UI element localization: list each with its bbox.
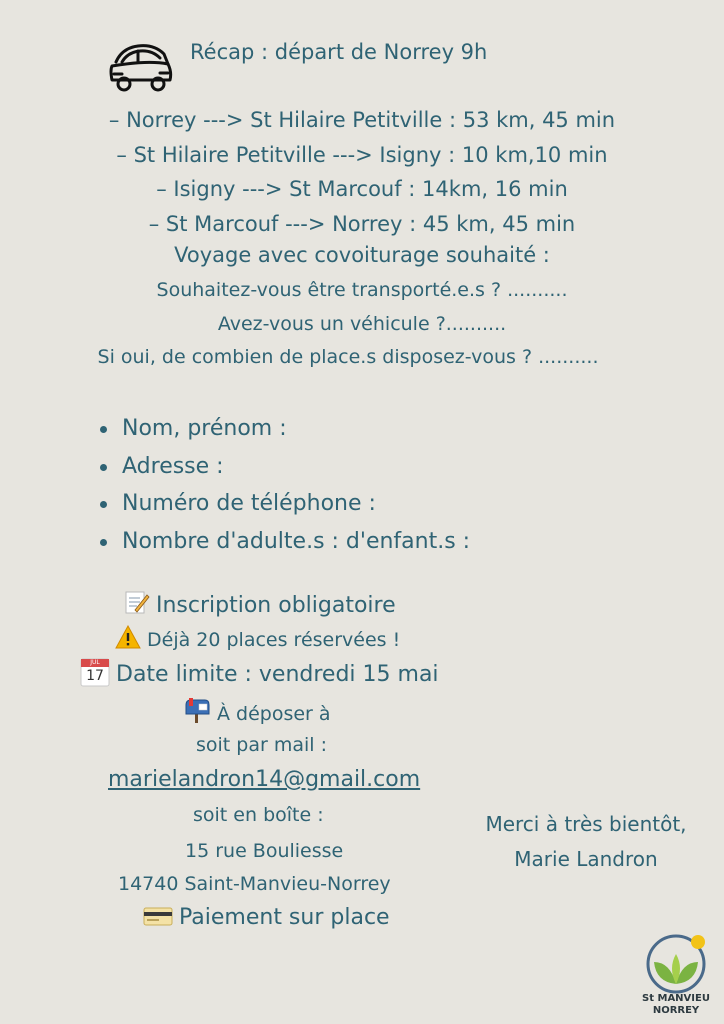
inscription-line	[124, 589, 396, 618]
carpool-heading: Voyage avec covoiturage souhaité :	[174, 243, 550, 267]
question-seats: Si oui, de combien de place.s disposez-vous ? ..........	[97, 346, 599, 368]
credit-card-icon	[143, 905, 173, 927]
deposit-text: À déposer à	[217, 703, 331, 725]
inscription-text: Inscription obligatoire	[156, 593, 396, 618]
form-field-list	[100, 414, 470, 564]
field-people-count: Nombre d'adulte.s : d'enfant.s :	[100, 527, 470, 565]
mailbox-icon	[183, 697, 211, 723]
address-street: 15 rue Bouliesse	[185, 840, 344, 862]
logo-text-line2: NORREY	[652, 1005, 700, 1016]
field-phone: Numéro de téléphone :	[100, 489, 470, 527]
payment-text: Paiement sur place	[179, 905, 390, 930]
deadline-text: Date limite : vendredi 15 mai	[116, 662, 439, 687]
field-address: Adresse :	[100, 452, 470, 490]
calendar-icon	[80, 657, 110, 687]
address-city: 14740 Saint-Manvieu-Norrey	[118, 873, 391, 895]
recap-title: Récap : départ de Norrey 9h	[190, 40, 488, 64]
question-vehicle: Avez-vous un véhicule ?..........	[217, 313, 507, 335]
deposit-line	[183, 697, 331, 725]
logo-text-line1: St MANVIEU	[642, 993, 710, 1004]
warning-icon	[115, 625, 141, 649]
car-icon	[108, 40, 174, 98]
email-link[interactable]: marielandron14@gmail.com	[108, 767, 421, 792]
calendar-month: JUL	[90, 659, 100, 666]
payment-line	[143, 905, 390, 930]
calendar-day: 17	[86, 668, 104, 684]
route-line-3: – Isigny ---> St Marcouf : 14km, 16 min	[156, 177, 568, 201]
by-box-label: soit en boîte :	[193, 804, 324, 826]
route-line-2: – St Hilaire Petitville ---> Isigny : 10 km,10 min	[116, 143, 608, 167]
deadline-line	[80, 657, 439, 687]
by-mail-label: soit par mail :	[196, 734, 327, 756]
route-line-4: – St Marcouf ---> Norrey : 45 km, 45 min	[148, 212, 576, 236]
field-name: Nom, prénom :	[100, 414, 470, 452]
warning-line	[115, 625, 400, 651]
route-line-1: – Norrey ---> St Hilaire Petitville : 53 km, 45 min	[108, 108, 616, 132]
thanks-line: Merci à très bientôt,	[485, 812, 687, 836]
warning-text: Déjà 20 places réservées !	[147, 629, 401, 651]
question-transport: Souhaitez-vous être transporté.e.s ? ..........	[156, 279, 568, 301]
memo-icon	[124, 589, 150, 615]
signature-name: Marie Landron	[514, 847, 658, 871]
